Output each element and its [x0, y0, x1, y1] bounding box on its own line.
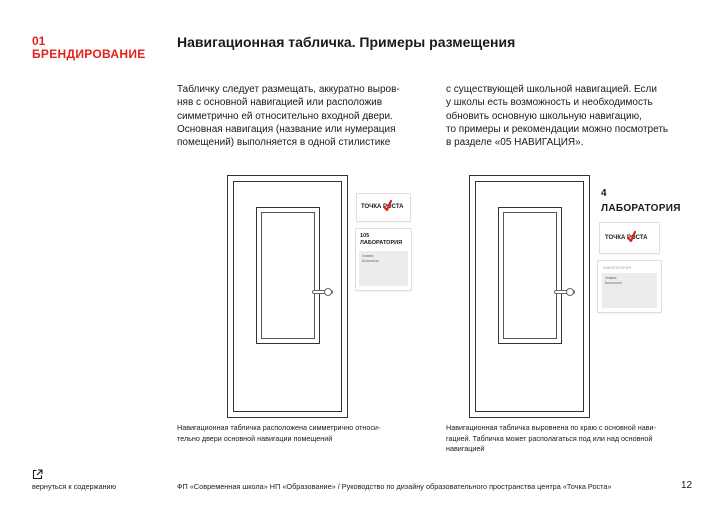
- logo-text: ТОЧКА РОСТА: [361, 204, 404, 210]
- logo-card-left: [357, 194, 410, 221]
- body-line: симметрично ей относительно входной двери.: [177, 110, 393, 122]
- page-number: 12: [681, 480, 693, 491]
- body-line: помещений) выполняется в одной стилистике: [177, 137, 391, 149]
- caption-line: навигацией: [446, 444, 485, 453]
- caption-line: Навигационная табличка выровнена по краю с основной нави-: [446, 423, 656, 432]
- nav-sign-right: [598, 261, 661, 312]
- sign-subject: Биология: [605, 281, 622, 285]
- logo-text: ТОЧКА РОСТА: [605, 235, 648, 241]
- back-to-contents-link[interactable]: вернуться к содержанию: [32, 482, 117, 491]
- sign-room: ЛАБОРАТОРИЯ: [360, 240, 403, 246]
- caption-left: [177, 423, 380, 444]
- sign-label: ЛАБОРАТОРИЯ: [603, 266, 632, 270]
- door-window-glass: [261, 212, 315, 339]
- door-left: [227, 175, 348, 418]
- caption-right: [446, 423, 656, 455]
- sign-number: 105: [360, 233, 370, 239]
- caption-line: тельно двери основной навигации помещений: [177, 433, 333, 443]
- door-handle-plate: [324, 288, 332, 296]
- body-line: няв с основной навигацией или расположив: [177, 97, 383, 109]
- body-line: обновить основную школьную навигацию,: [446, 110, 642, 122]
- body-line: в разделе «05 НАВИГАЦИЯ».: [446, 137, 584, 149]
- section-title: БРЕНДИРОВАНИЕ: [32, 47, 146, 61]
- caption-line: Навигационная табличка расположена симметрично относи-: [177, 423, 381, 432]
- external-link-icon[interactable]: [32, 469, 43, 480]
- nav-sign-left: [356, 229, 411, 290]
- caption-line: гацией. Табличка может располагаться под или над основной: [446, 433, 653, 443]
- body-text-right: [446, 83, 686, 149]
- body-line: Табличку следует размещать, аккуратно выров-: [177, 84, 400, 95]
- body-line: с существующей школьной навигацией. Если: [446, 84, 657, 95]
- door-handle-plate: [566, 288, 574, 296]
- body-line: то примеры и рекомендации можно посмотреть: [446, 123, 669, 135]
- sign-subject: Биология: [362, 259, 379, 263]
- section-number: 01: [32, 34, 46, 48]
- body-text-left: [177, 83, 417, 149]
- door-window-glass: [503, 212, 557, 339]
- body-line: Основная навигация (название или нумерация: [177, 123, 396, 135]
- main-nav-number: 4: [601, 188, 607, 199]
- body-line: у школы есть возможность и необходимость: [446, 97, 653, 109]
- footer-text: ФП «Современная школа» НП «Образование» / Руководство по дизайну образовательного пространства центра «Точка Роста»: [177, 482, 612, 491]
- page-title: Навигационная табличка. Примеры размещения: [177, 34, 516, 50]
- logo-card-right: [600, 223, 659, 253]
- sign-subject: Химия: [362, 254, 374, 258]
- door-right: [469, 175, 590, 418]
- logo-check-icon: [383, 200, 392, 212]
- logo-check-icon: [627, 231, 636, 243]
- sign-subject: Химия: [605, 276, 617, 280]
- main-nav-room: ЛАБОРАТОРИЯ: [601, 203, 681, 214]
